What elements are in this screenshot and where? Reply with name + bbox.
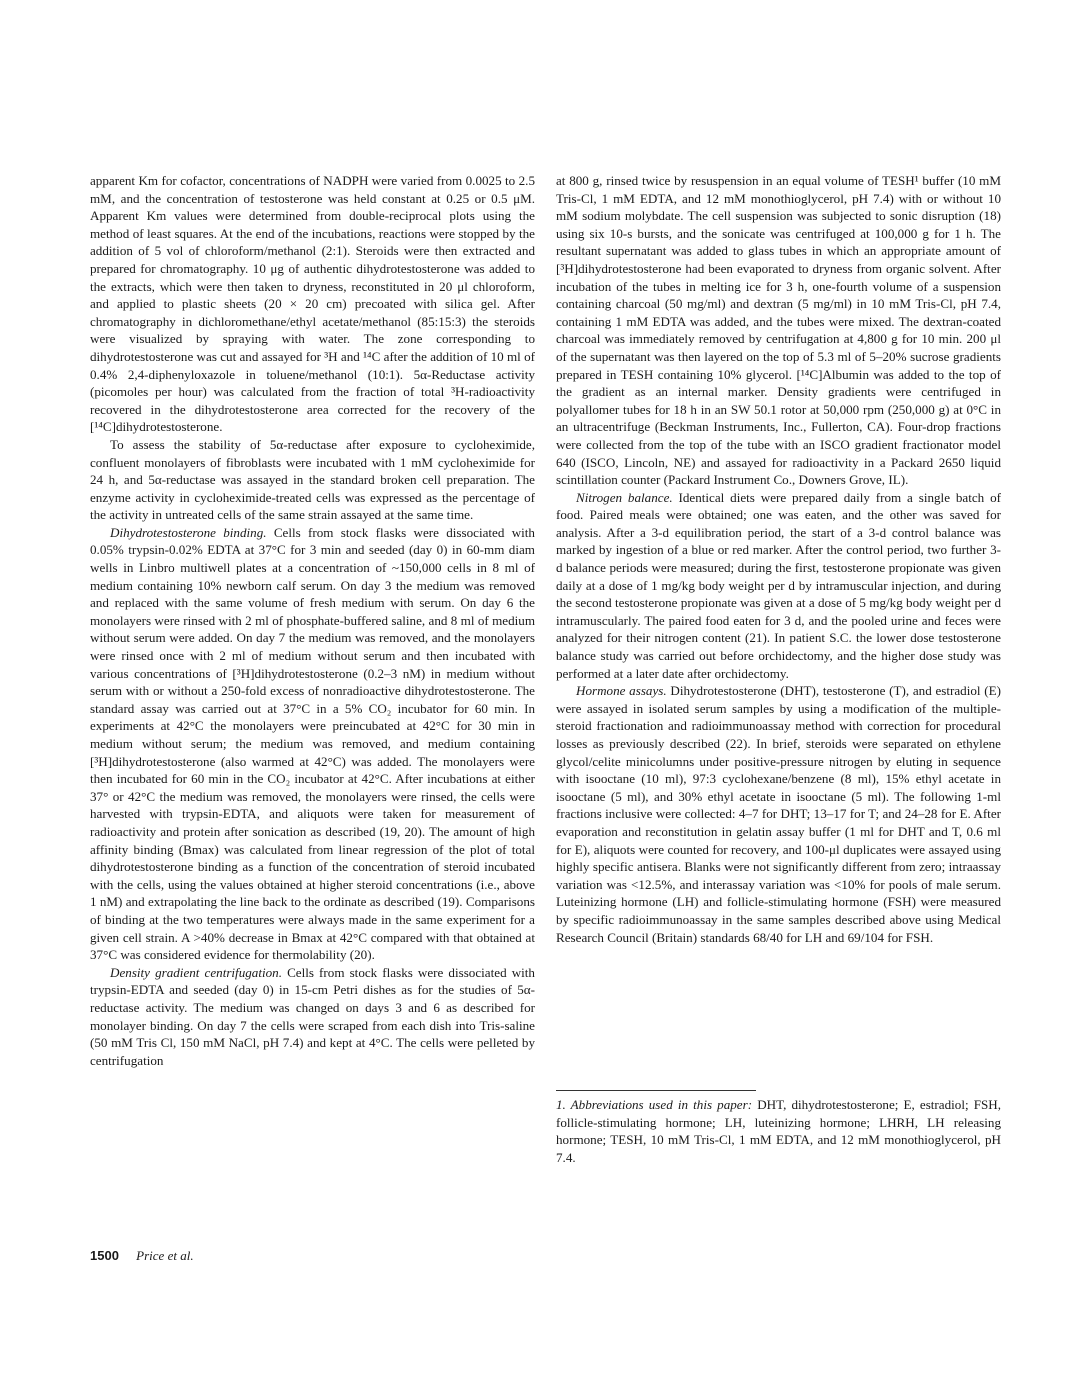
paragraph-text: Cells from stock flasks were dissociated with trypsin-EDTA and seeded (day 0) in 15-cm Petri dishes as for the studies of 5α-reductase activity. The medium was changed on days 3 and 6 as described for monolayer binding. On day 7 the cells were scraped from each dish into Tris-saline (50 mM Tris Cl, 150 mM NaCl, pH 7.4) and kept at 4°C. The cells were pelleted by centrifugation: [90, 964, 535, 1068]
paragraph-text: Dihydrotestosterone (DHT), testosterone (T), and estradiol (E) were assayed in isolated serum samples by using a modification of the multiple-steroid fractionation and radioimmunoassay method with correction for procedural losses as previously described (22). In brief, steroids were separated on ethylene glycol/celite minicolumns under positive-pressure nitrogen by eluting in sequence with isooctane (10 ml), 97:3 cyclohexane/benzene (8 ml), 15% ethyl acetate in isooctane (5 ml), and 30% ethyl acetate in isooctane (5 ml). The following 1-ml fractions inclusive were collected: 4–7 for DHT; 13–17 for T; and 24–28 for E. After evaporation and reconstitution in gelatin assay buffer (1 ml for DHT and T, 0.6 ml for E), aliquots were counted for recovery, and 100-μl duplicates were assayed using highly specific antisera. Blanks were not significantly different from zero; intraassay variation was <12.5%, and interassay variation was <10% for pools of male serum. Luteinizing hormone (LH) and follicle-stimulating hormone (FSH) were measured by specific radioimmunoassay in the same samples described above using Medical Research Council (Britain) standards 68/40 for LH and 69/104 for FSH.: [556, 683, 1001, 945]
footnote-divider: [556, 1090, 756, 1091]
page-footer: [90, 1248, 194, 1264]
page-number: 1500: [90, 1248, 119, 1263]
paragraph: [90, 964, 535, 1070]
paragraph-text: at 800 g, rinsed twice by resuspension in an equal volume of TESH¹ buffer (10 mM Tris-Cl, 1 mM EDTA, and 12 mM monothioglycerol, pH 7.4) with or without 10 mM sodium molybdate. The cell suspension was subjected to sonic disruption (18) using six 10-s bursts, and the sonicate was centrifuged at 100,000 g for 1 h. The resultant supernatant was added to glass tubes in which an appropriate amount of [³H]dihydrotestosterone had been evaporated to dryness from organic solvent. After incubation of the tubes in melting ice for 3 h, one-fourth volume of a suspension containing charcoal (50 mg/ml) and dextran (5 mg/ml) in 10 mM Tris-Cl, pH 7.4, containing 1 mM EDTA was added, and the tubes were mixed. The dextran-coated charcoal was immediately removed by centrifugation at 4,800 g for 10 min. 200 μl of the supernatant was then layered on the top of 5.3 ml of 5–20% sucrose gradients prepared in TESH containing 10% glycerol. [¹⁴C]Albumin was added to the top of the gradient as an internal marker. Density gradients were centrifuged in polyallomer tubes for 18 h in an SW 50.1 rotor at 50,000 rpm (250,000 g) at 0°C in an ultracentrifuge (Beckman Instruments, Inc., Fullerton, CA). Four-drop fractions were collected from the top of the tube with an ISCO gradient fractionator model 640 (ISCO, Lincoln, NE) and assayed for radioactivity in a Packard 2650 liquid scintillation counter (Packard Instrument Co., Downers Grove, IL).: [556, 173, 1001, 488]
section-heading: Hormone assays.: [576, 683, 667, 699]
right-column: [556, 172, 1001, 946]
footnote-text: DHT, dihydrotestosterone; E, estradiol; FSH, follicle-stimulating hormone; LH, luteinizing hormone; LHRH, LH releasing hormone; TESH, 10 mM Tris-Cl, 1 mM EDTA, and 12 mM monothioglycerol, pH 7.4.: [556, 1097, 1001, 1165]
paragraph: [556, 682, 1001, 946]
paragraph: [90, 172, 535, 436]
paragraph-text: To assess the stability of 5α-reductase after exposure to cycloheximide, confluent monolayers of fibroblasts were incubated with 1 mM cycloheximide for 24 h, and 5α-reductase was assayed in the standard broken cell preparation. The enzyme activity in cycloheximide-treated cells was expressed as the percentage of the activity in untreated cells of the same strain assayed at the same time.: [90, 436, 535, 523]
running-author: Price et al.: [136, 1248, 194, 1263]
section-heading: Density gradient centrifugation.: [110, 964, 282, 980]
paragraph: [556, 172, 1001, 489]
paragraph: [90, 524, 535, 964]
section-heading: Dihydrotestosterone binding.: [110, 524, 267, 540]
paragraph-text: Cells from stock flasks were dissociated with 0.05% trypsin-0.02% EDTA at 37°C for 3 min and seeded (day 0) in 60-mm diam wells in Linbro multiwell plates at a concentration of ~150,000 cells in 8 ml of medium containing 10% newborn calf serum. On day 3 the medium was removed and replaced with the same volume of fresh medium with serum. On day 6 the monolayers were rinsed with 2 ml of phosphate-buffered saline, and 8 ml of medium without serum were added. On day 7 the medium was removed, and the monolayers were rinsed once with 2 ml of medium without serum and then incubated with various concentrations of [³H]dihydrotestosterone (0.2–3 nM) in medium without serum with or without a 250-fold excess of nonradioactive dihydrotestosterone. The standard assay was carried out at 37°C in a 5% CO₂ incubator for 60 min. In experiments at 42°C the monolayers were preincubated at 42°C for 30 min in medium without serum; the medium was removed, and medium containing [³H]dihydrotestosterone (also warmed at 42°C) was added. The monolayers were then incubated for 60 min in the CO₂ incubator at 42°C. After incubations at either 37° or 42°C the medium was removed, the monolayers were rinsed, the cells were harvested with trypsin-EDTA, and aliquots were taken for measurement of radioactivity and protein after sonication as described (19, 20). The amount of high affinity binding (Bmax) was calculated from linear regression of the plot of total dihydrotestosterone binding as a function of the concentration of steroid incubated with the cells, using the values obtained at higher steroid concentrations (i.e., above 1 nM) and extrapolating the line back to the ordinate as described (19). Comparisons of binding at the two temperatures were always made in the same experiment for a given cell strain. A >40% decrease in Bmax at 42°C compared with that obtained at 37°C was considered evidence for thermolability (20).: [90, 524, 535, 963]
paragraph: [90, 436, 535, 524]
paragraph: [556, 489, 1001, 683]
left-column: [90, 172, 535, 1069]
paragraph-text: apparent Km for cofactor, concentrations of NADPH were varied from 0.0025 to 2.5 mM, and the concentration of testosterone was held constant at 0.25 or 0.5 μM. Apparent Km values were determined from double-reciprocal plots using the method of least squares. At the end of the incubations, reactions were stopped by the addition of 5 vol of chloroform/methanol (2:1). Steroids were then extracted and prepared for chromatography. 10 μg of authentic dihydrotestosterone was added to the extracts, which were then taken to dryness, reconstituted in 20 μl chloroform, and applied to plastic sheets (20 × 20 cm) precoated with silica gel. After chromatography in dichloromethane/ethyl acetate/methanol (85:15:3) the steroids were visualized by spraying with water. The zone corresponding to dihydrotestosterone was cut and assayed for ³H and ¹⁴C after the addition of 10 ml of 0.4% 2,4-diphenyloxazole in toluene/methanol (10:1). 5α-Reductase activity (picomoles per hour) was calculated from the fraction of total ³H-radioactivity recovered in the dihydrotestosterone area corrected for the recovery of the [¹⁴C]dihydrotestosterone.: [90, 173, 535, 435]
section-heading: Nitrogen balance.: [576, 489, 673, 505]
footnote-lead: 1. Abbreviations used in this paper:: [556, 1097, 753, 1112]
footnote: [556, 1096, 1001, 1166]
paragraph-text: Identical diets were prepared daily from a single batch of food. Paired meals were obtained; one was eaten, and the other was saved for analysis. After a 3-d equilibration period, the start of a 3-d control balance was marked by ingestion of a blue or red marker. After the control period, two further 3-d balance periods were measured; during the first, testosterone propionate was given daily at a dose of 1 mg/kg body weight per d by intramuscular injection, and during the second testosterone propionate was given at a dose of 5 mg/kg body weight per d intramuscularly. The paired food eaten for 3 d, and the pooled urine and feces were analyzed for their nitrogen content (21). In patient S.C. the lower dose testosterone balance study was carried out before orchidectomy, and the higher dose study was performed at a later date after orchidectomy.: [556, 489, 1001, 681]
